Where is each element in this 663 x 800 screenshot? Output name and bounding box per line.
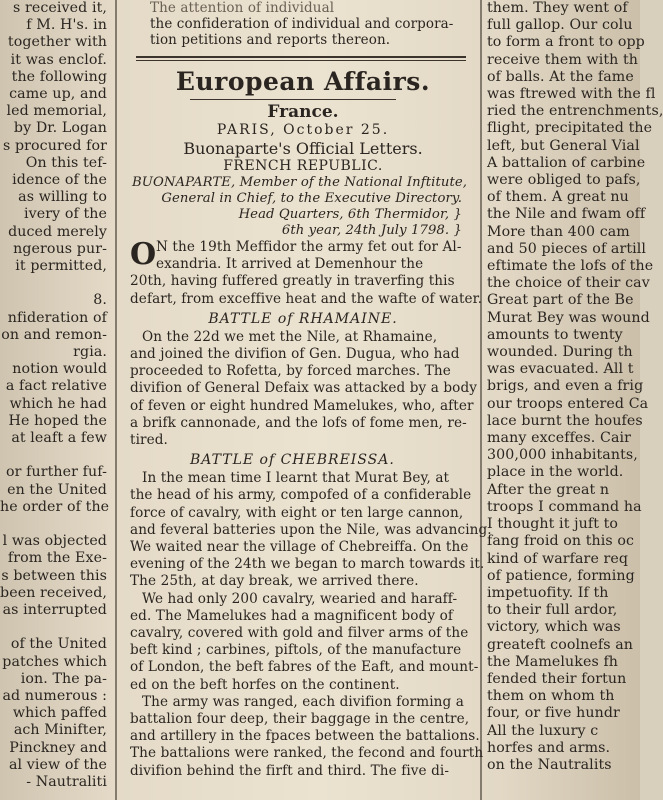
body-line: and artillery in the fpaces between the battalions. — [130, 728, 480, 745]
right-column-line: were obliged to pafs, — [487, 172, 641, 189]
body-line: of feven or eight hundred Mamelukes, who, after — [130, 397, 474, 414]
body-line: The army was ranged, each divifion forming a — [142, 693, 464, 710]
body-line: proceeded to Rofetta, by forced marches. The — [130, 363, 451, 380]
line-gap — [0, 619, 113, 636]
right-column-line: Great part of the Be — [487, 292, 634, 309]
body-line: ed on the beft horfes on the continent. — [130, 676, 400, 693]
left-column-line: 8. — [93, 292, 107, 309]
left-column-line: it was enclof. — [10, 51, 107, 68]
right-column-line: fang froid on this oc — [487, 533, 635, 550]
country-heading: France. — [267, 102, 339, 122]
right-column — [483, 0, 663, 800]
right-column-line: I thought it juft to — [487, 516, 619, 533]
body-line: We waited near the village of Chebreiffa. On the — [130, 539, 469, 556]
right-column-line: them on whom th — [487, 688, 615, 705]
right-column-line: amounts to twenty — [487, 326, 623, 343]
right-column-line: receive them with th — [487, 51, 639, 68]
left-column-line: a fact relative — [5, 378, 107, 395]
body-line: force of cavalry, with eight or ten large cannon, — [130, 504, 464, 521]
left-column-line: He hoped the — [8, 412, 107, 429]
body-line: divifion of General Defaix was attacked by a body — [130, 380, 478, 397]
right-column-line: four, or five hundr — [487, 705, 620, 722]
body-line: and feveral batteries upon the Nile, was advancing. — [130, 521, 492, 538]
left-column-line: he order of the — [0, 498, 110, 515]
left-column-line: s procured for — [2, 137, 107, 154]
left-column-line: notion would — [12, 361, 107, 378]
body-line: We had only 200 cavalry, wearied and haraff- — [142, 590, 458, 607]
center-column — [120, 0, 492, 800]
right-column-line: ried the entrenchments, — [487, 103, 663, 120]
left-column-line: ach Minifter, — [13, 722, 107, 739]
article-body — [130, 237, 492, 780]
line-gap — [0, 447, 113, 464]
body-line: beft kind ; carbines, piftols, of the manufacture — [130, 642, 462, 659]
left-column-line: idence of the — [12, 172, 107, 189]
top-line: The attention of individual — [150, 0, 335, 16]
left-column-line: the following — [11, 68, 107, 85]
body-line: 20th, having fuffered greatly in traverfing this — [130, 273, 455, 290]
left-column-line: s between this — [1, 567, 107, 584]
top-line: tion petitions and reports thereon. — [150, 32, 391, 48]
right-column-line: Murat Bey was wound — [487, 309, 650, 326]
left-column-line: or further fuf- — [6, 464, 107, 481]
body-line: N the 19th Meffidor the army fet out for Al- — [156, 239, 462, 255]
right-column-line: greateft coolnefs an — [487, 636, 634, 653]
right-column-line: of them. A great nu — [487, 189, 629, 206]
right-column-line: the Nile and fwam off — [487, 206, 646, 223]
top-line: the confideration of individual and corpora- — [150, 16, 454, 32]
right-column-line: kind of warfare req — [487, 550, 629, 567]
body-line: In the mean time I learnt that Murat Bey, at — [142, 470, 450, 487]
left-column-line: s received it, — [13, 0, 107, 16]
left-column-line: from the Exe- — [7, 550, 107, 567]
right-column-line: place in the world. — [487, 464, 624, 481]
left-column-line: al view of the — [8, 756, 107, 773]
left-column-line: ad numerous : — [2, 688, 107, 705]
right-column-line: flight, precipitated the — [487, 120, 653, 137]
body-line: tired. — [130, 432, 168, 449]
left-column-line: rgia. — [73, 344, 107, 361]
left-column-line: f M. H's. in — [26, 17, 107, 34]
left-column-line: ion. The pa- — [20, 670, 107, 687]
republic-heading: FRENCH REPUBLIC. — [223, 158, 383, 174]
body-line: The battalions were ranked, the fecond and fourth — [130, 745, 484, 762]
right-column-line: eftimate the lofs of the — [487, 258, 654, 275]
right-column-line: and 50 pieces of artill — [487, 240, 647, 257]
signature-line: 6th year, 24th July 1798. } — [281, 223, 462, 238]
line-gap — [0, 516, 113, 533]
left-column-line: as willing to — [18, 189, 107, 206]
top-fragment — [130, 0, 476, 48]
right-column-line: of balls. At the fame — [487, 68, 634, 85]
body-line: evening of the 24th we began to march towards it. — [130, 556, 485, 573]
right-column-line: on the Nautralits — [487, 756, 612, 773]
signature-line: BUONAPARTE, Member of the National Inftitute, — [132, 175, 468, 190]
section-headline: European Affairs. — [175, 67, 431, 96]
left-column-line: duced merely — [8, 223, 107, 240]
body-line: of London, the beft fabres of the Eaft, and mount- — [130, 659, 479, 676]
left-column-line: en the United — [7, 481, 107, 498]
body-line: exandria. It arrived at Demenhour the — [156, 256, 424, 273]
battle-heading-rhamaine: BATTLE of RHAMAINE. — [208, 310, 398, 327]
battle-heading-chebreissa: BATTLE of CHEBREISSA. — [190, 452, 395, 469]
right-column-line: many exceffes. Cair — [487, 430, 632, 447]
left-column-line: by Dr. Logan — [13, 120, 107, 137]
left-column-line: led memorial, — [6, 103, 107, 120]
right-column-line: All the luxury c — [487, 722, 599, 739]
column-rule-left — [115, 0, 117, 800]
left-column-line: which he had — [9, 395, 107, 412]
right-column-line: our troops entered Ca — [487, 395, 649, 412]
body-line: a brifk cannonade, and the lofs of fome men, re- — [130, 414, 467, 431]
body-line: The 25th, at day break, we arrived there. — [130, 573, 419, 590]
left-column-line: On this tef- — [25, 154, 107, 171]
right-column-line: troops I command ha — [487, 498, 642, 515]
letter-signature-block — [130, 175, 476, 239]
right-column-line: horfes and arms. — [487, 739, 611, 756]
right-column-line: them. They went of — [487, 0, 628, 16]
right-column-line: 300,000 inhabitants, — [487, 447, 638, 464]
left-column-line: been received, — [0, 584, 107, 601]
section-divider — [136, 56, 466, 61]
right-column-line: was evacuated. All t — [487, 361, 634, 378]
right-column-line: the Mamelukes fh — [487, 653, 619, 670]
left-column-line: together with — [7, 34, 107, 51]
left-column-line: it permitted, — [15, 258, 107, 275]
left-column-line: patches which — [2, 653, 107, 670]
right-column-line: was ftrewed with the fl — [487, 86, 656, 103]
right-column-line: victory, which was — [487, 619, 621, 636]
left-column-line: at leaft a few — [11, 430, 107, 447]
body-line: the head of his army, compofed of a confiderable — [130, 487, 472, 504]
signature-line: Head Quarters, 6th Thermidor, } — [238, 207, 462, 222]
left-column-line: nfideration of — [7, 309, 107, 326]
left-column-line: came up, and — [9, 86, 107, 103]
left-column-line: Pinckney and — [9, 739, 107, 756]
right-column-line: left, but General Vial — [487, 137, 640, 154]
left-column — [0, 0, 113, 800]
body-line: ed. The Mamelukes had a magnificent body of — [130, 607, 454, 624]
opening-paragraph — [130, 239, 476, 273]
dateline: PARIS, October 25. — [216, 122, 390, 138]
headline-underline — [190, 99, 396, 100]
article-title: Buonaparte's Official Letters. — [183, 139, 423, 158]
right-column-line: fended their fortun — [487, 670, 627, 687]
right-column-line: A battalion of carbine — [487, 154, 646, 171]
body-line: battalion four deep, their baggage in the centre, — [130, 711, 470, 728]
right-column-line: full gallop. Our colu — [487, 17, 633, 34]
right-column-line: More than 400 cam — [487, 223, 630, 240]
left-column-line: l was objected — [2, 533, 107, 550]
left-column-line: ngerous pur- — [13, 240, 107, 257]
body-line: and joined the divifion of Gen. Dugua, who had — [130, 346, 460, 363]
right-column-line: brigs, and even a frig — [487, 378, 644, 395]
right-column-line: of patience, forming — [487, 567, 635, 584]
drop-cap: O — [130, 237, 157, 272]
right-column-line: lace burnt the houfes — [487, 412, 643, 429]
signature-line: General in Chief, to the Executive Directory. — [161, 191, 462, 206]
line-gap — [0, 275, 113, 292]
right-column-line: to their full ardor, — [487, 602, 618, 619]
right-column-line: the choice of their cav — [487, 275, 650, 292]
left-column-line: as interrupted — [2, 602, 107, 619]
right-column-line: wounded. During th — [487, 344, 633, 361]
body-line: cavalry, covered with gold and filver arms of the — [130, 625, 469, 642]
left-column-line: of the United — [10, 636, 107, 653]
body-line: On the 22d we met the Nile, at Rhamaine, — [142, 328, 438, 345]
right-column-line: After the great n — [487, 481, 610, 498]
left-column-line: - Nautraliti — [26, 774, 107, 791]
body-line: divifion behind the firft and third. The five di- — [130, 762, 450, 779]
left-column-line: on and remon- — [1, 326, 107, 343]
body-line: defart, from exceffive heat and the wafte of water. — [130, 290, 483, 307]
left-column-line: ivery of the — [24, 206, 107, 223]
right-column-line: impetuofity. If th — [487, 584, 609, 601]
left-column-line: which paffed — [12, 705, 107, 722]
right-column-line: to form a front to opp — [487, 34, 645, 51]
